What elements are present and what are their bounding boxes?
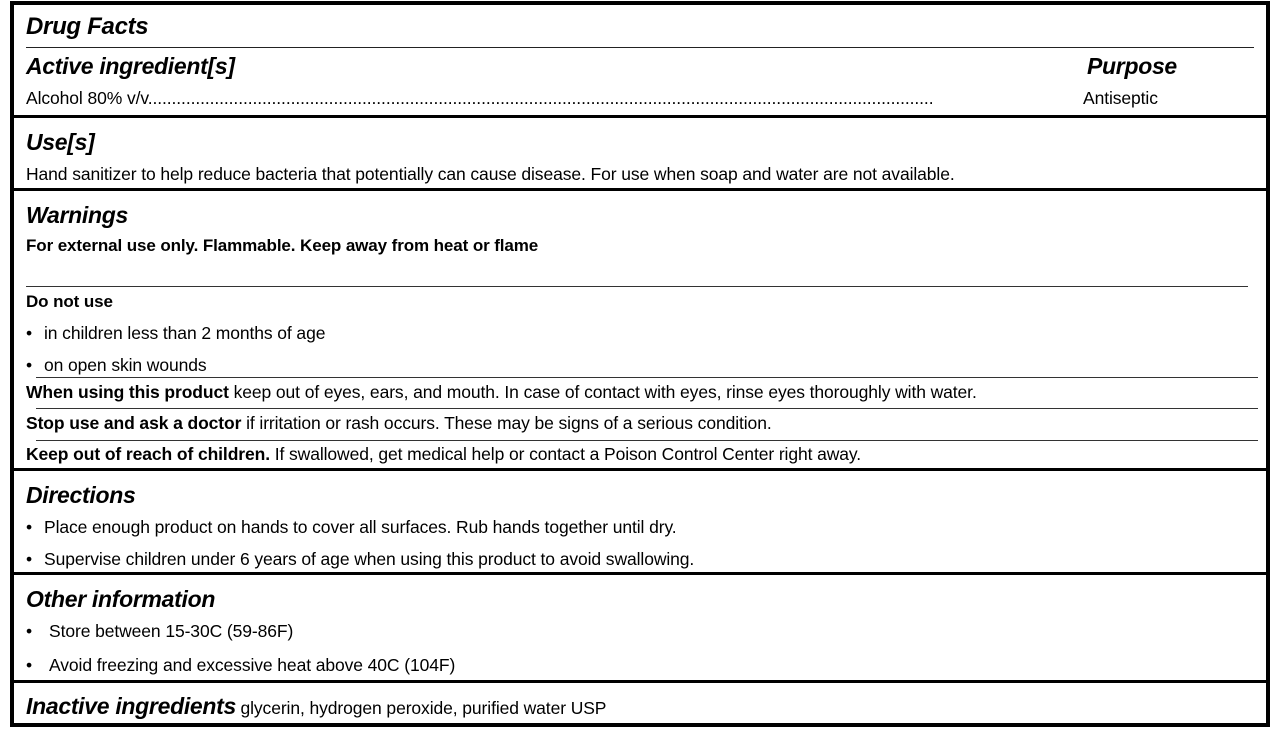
dot-leader: ..................................................................................................................................................................... bbox=[147, 88, 934, 108]
do-not-use-item bbox=[26, 323, 325, 344]
direction-text: Supervise children under 6 years of age when using this product to avoid swallowing. bbox=[44, 549, 695, 569]
uses-text: Hand sanitizer to help reduce bacteria that potentially can cause disease. For use when soap and water are not available. bbox=[26, 164, 955, 184]
keep-out-label: Keep out of reach of children. bbox=[26, 444, 270, 464]
warning-divider bbox=[36, 440, 1258, 441]
purpose-value: Antiseptic bbox=[1083, 88, 1158, 108]
keep-out-warning bbox=[26, 444, 861, 465]
bullet-icon: • bbox=[26, 655, 33, 675]
direction-item bbox=[26, 549, 694, 570]
do-not-use-text: on open skin wounds bbox=[44, 355, 207, 375]
other-information-item bbox=[26, 655, 455, 676]
section-divider bbox=[14, 468, 1268, 471]
stop-use-warning bbox=[26, 413, 772, 434]
stop-use-label: Stop use and ask a doctor bbox=[26, 413, 242, 433]
bullet-icon: • bbox=[26, 549, 33, 569]
do-not-use-text: in children less than 2 months of age bbox=[44, 323, 326, 343]
active-ingredient-heading: Active ingredient[s] bbox=[26, 53, 235, 79]
bullet-icon: • bbox=[26, 355, 33, 375]
when-using-warning bbox=[26, 382, 977, 403]
other-information-text: Avoid freezing and excessive heat above 40C (104F) bbox=[49, 655, 456, 675]
inactive-ingredients-text: glycerin, hydrogen peroxide, purified water USP bbox=[240, 698, 607, 718]
direction-item bbox=[26, 517, 677, 538]
when-using-text: keep out of eyes, ears, and mouth. In case of contact with eyes, rinse eyes thoroughly with water. bbox=[228, 382, 977, 402]
purpose-heading: Purpose bbox=[1087, 53, 1177, 79]
section-divider bbox=[14, 188, 1268, 191]
section-divider bbox=[14, 572, 1268, 575]
active-ingredient-row bbox=[26, 88, 1082, 109]
direction-text: Place enough product on hands to cover all surfaces. Rub hands together until dry. bbox=[44, 517, 677, 537]
other-information-heading: Other information bbox=[26, 586, 216, 612]
inactive-ingredients-heading: Inactive ingredients bbox=[26, 693, 237, 719]
when-using-label: When using this product bbox=[26, 382, 229, 402]
inactive-ingredients-row bbox=[26, 693, 606, 720]
active-ingredient-name: Alcohol 80% v/v bbox=[26, 88, 148, 108]
warning-divider bbox=[26, 286, 1248, 287]
flammable-warning: For external use only. Flammable. Keep away from heat or flame bbox=[26, 236, 539, 255]
bullet-icon: • bbox=[26, 323, 33, 343]
other-information-text: Store between 15-30C (59-86F) bbox=[49, 621, 294, 641]
warnings-heading: Warnings bbox=[26, 202, 128, 228]
do-not-use-item bbox=[26, 355, 207, 376]
warning-divider bbox=[36, 408, 1258, 409]
stop-use-text: if irritation or rash occurs. These may be signs of a serious condition. bbox=[241, 413, 772, 433]
do-not-use-heading: Do not use bbox=[26, 292, 113, 311]
warning-divider bbox=[36, 377, 1258, 378]
directions-heading: Directions bbox=[26, 482, 136, 508]
section-divider bbox=[14, 115, 1268, 118]
drug-facts-title: Drug Facts bbox=[26, 13, 149, 40]
bullet-icon: • bbox=[26, 621, 33, 641]
other-information-item bbox=[26, 621, 293, 642]
section-divider bbox=[14, 680, 1268, 683]
title-divider bbox=[26, 47, 1254, 48]
bullet-icon: • bbox=[26, 517, 33, 537]
uses-heading: Use[s] bbox=[26, 129, 95, 155]
keep-out-text: If swallowed, get medical help or contact a Poison Control Center right away. bbox=[269, 444, 862, 464]
